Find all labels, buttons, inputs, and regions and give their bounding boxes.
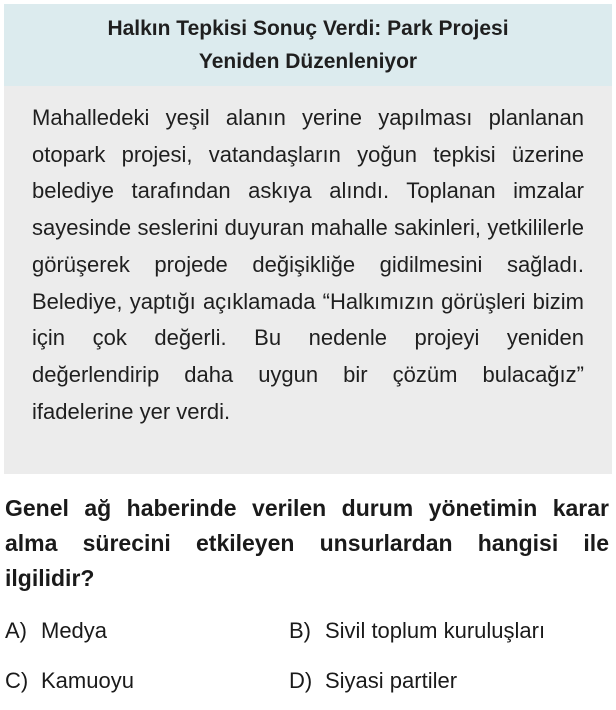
option-d-letter: D) bbox=[289, 668, 313, 693]
option-b[interactable] bbox=[289, 617, 545, 645]
question-text: Genel ağ haberinde verilen durum yönetimin karar alma sürecini etkileyen unsurlardan hangisi ile ilgilidir? bbox=[5, 495, 609, 591]
news-box bbox=[4, 4, 612, 478]
option-c-text: Kamuoyu bbox=[41, 668, 134, 693]
option-b-text: Sivil toplum kuruluşları bbox=[325, 618, 546, 643]
news-title: Halkın Tepkisi Sonuç Verdi: Park Projesi Yeniden Düzenleniyor bbox=[107, 17, 509, 73]
option-c[interactable] bbox=[5, 667, 134, 695]
option-a[interactable] bbox=[5, 617, 107, 645]
option-a-text: Medya bbox=[41, 618, 108, 643]
option-a-letter: A) bbox=[5, 618, 27, 643]
option-d[interactable] bbox=[289, 667, 457, 695]
option-c-letter: C) bbox=[5, 668, 29, 693]
option-d-text: Siyasi partiler bbox=[325, 668, 458, 693]
news-text: Mahalledeki yeşil alanın yerine yapılması planlanan otopark projesi, vatandaşların yoğun tepkisi üzerine belediye tarafından askıya alındı. Toplanan imzalar sayesinde seslerini duyuran mahalle sakinleri, yetkililerle görüşerek projede değişikliğe gidilmesini sağladı. Belediye, yaptığı açıklamada “Halkımızın görüşleri bizim için çok değerli. Bu nedenle projeyi yeniden değerlendirip daha uygun bir çözüm bulacağız” ifadelerine yer verdi. bbox=[32, 105, 584, 424]
option-b-letter: B) bbox=[289, 618, 311, 643]
news-header bbox=[4, 4, 612, 86]
news-body bbox=[4, 86, 612, 474]
